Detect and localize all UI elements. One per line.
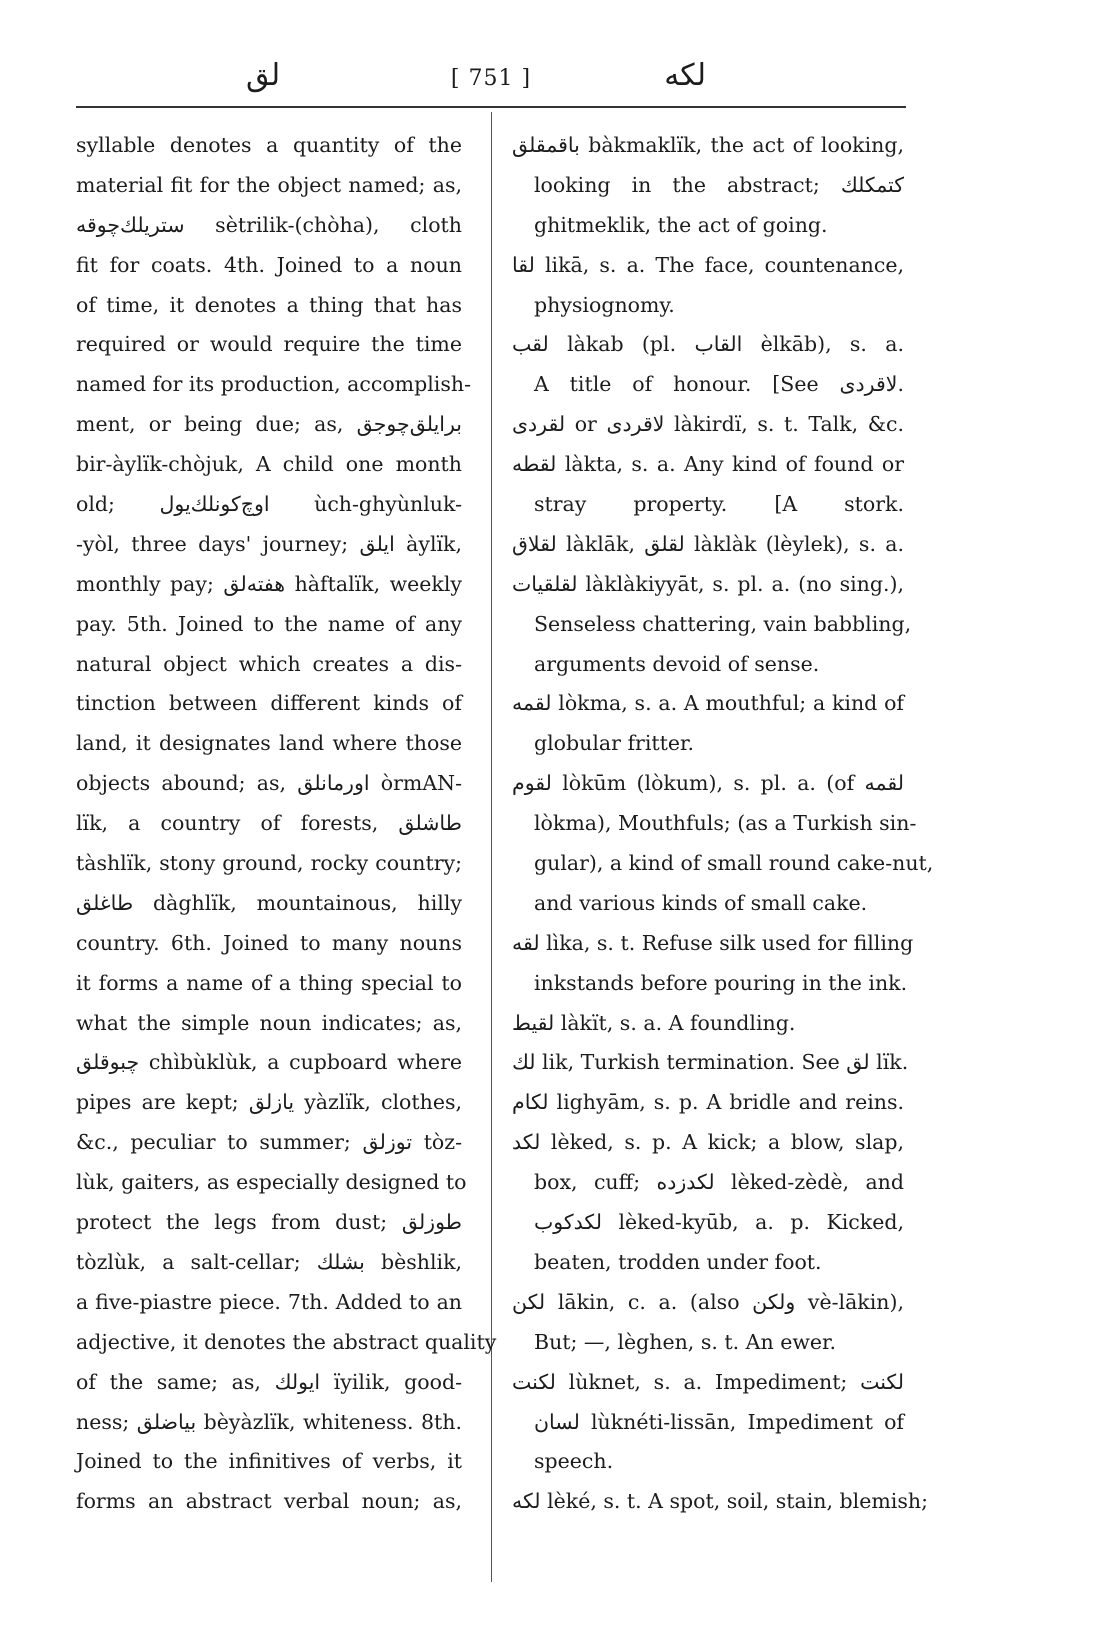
left-column-line: bir-àylïk-chòjuk, A child one month bbox=[76, 452, 462, 477]
left-column-line: lùk, gaiters, as especially designed to bbox=[76, 1170, 467, 1195]
right-column-line: inkstands before pouring in the ink. bbox=[534, 970, 908, 995]
right-column-line: لسان lùknéti-lissān, Impediment of bbox=[534, 1409, 904, 1434]
right-column-line: لقطه làkta, s. a. Any kind of found or bbox=[512, 452, 904, 477]
left-column-line: &c., peculiar to summer; توزلق tòz- bbox=[76, 1130, 462, 1155]
left-column-line: old; اوچ‌كونلك‌يول ùch-ghyùnluk- bbox=[76, 492, 462, 517]
left-column-line: tòzlùk, a salt-cellar; بشلك bèshlik, bbox=[76, 1249, 463, 1274]
right-column-line: باقمقلق bàkmaklïk, the act of looking, bbox=[512, 133, 904, 157]
right-column-line: لكن lākin, c. a. (also ولكن vè-lākin), bbox=[512, 1289, 904, 1314]
right-column-line: globular fritter. bbox=[534, 731, 695, 756]
right-column-line: A title of honour. [See لاقردى. bbox=[534, 372, 904, 397]
left-column-line: ستريلك‌چوقه sètrilik-(chòha), cloth bbox=[76, 212, 462, 237]
left-column bbox=[76, 126, 497, 1522]
left-column-line: required or would require the time bbox=[76, 332, 462, 357]
left-column-line: objects abound; as, اورمانلق òrmAN- bbox=[76, 771, 463, 796]
left-column-line: -yòl, three days' journey; ايلق àylïk, bbox=[76, 531, 462, 556]
left-column-line: it forms a name of a thing special to bbox=[76, 970, 462, 995]
left-column-line: syllable denotes a quantity of the bbox=[76, 133, 462, 157]
left-column-line: of time, it denotes a thing that has bbox=[76, 292, 462, 317]
right-column-line: and various kinds of small cake. bbox=[534, 890, 868, 915]
left-column-line: ness; بياضلق bèyàzlïk, whiteness. 8th. bbox=[76, 1409, 462, 1434]
column-divider bbox=[491, 112, 492, 1582]
left-column-line: ment, or being due; as, برايلق‌چوجق bbox=[76, 412, 462, 437]
header-rule bbox=[76, 106, 906, 108]
right-column-line: لكنت lùknet, s. a. Impediment; لكنت bbox=[512, 1369, 904, 1394]
left-column-line: adjective, it denotes the abstract quality bbox=[76, 1329, 497, 1354]
left-column-line: of the same; as, ايولك ïyilik, good- bbox=[76, 1369, 462, 1394]
header-left-arabic: لق bbox=[246, 58, 281, 93]
left-column-line: Joined to the infinitives of verbs, it bbox=[76, 1449, 462, 1474]
right-column-line: لقوم lòkūm (lòkum), s. pl. a. (of لقمه bbox=[512, 771, 904, 796]
left-column-line: lïk, a country of forests, طاشلق bbox=[76, 811, 462, 836]
right-column-line: box, cuff; لكدزده lèked-zèdè, and bbox=[534, 1170, 905, 1195]
left-column-line: land, it designates land where those bbox=[76, 731, 462, 756]
right-column-line: speech. bbox=[534, 1449, 614, 1474]
left-column-line: tàshlïk, stony ground, rocky country; bbox=[76, 851, 462, 876]
page-header bbox=[76, 58, 906, 102]
left-column-line: a five-piastre piece. 7th. Added to an bbox=[76, 1289, 462, 1314]
right-column-line: لكه lèké, s. t. A spot, soil, stain, blemish; bbox=[512, 1489, 928, 1514]
right-column-line: lòkma), Mouthfuls; (as a Turkish sin- bbox=[534, 811, 917, 836]
right-column-line: لقردى or لاقردى làkirdï, s. t. Talk, &c. bbox=[512, 412, 904, 437]
right-column bbox=[512, 126, 934, 1522]
right-column-line: لقب làkab (pl. القاب èlkāb), s. a. bbox=[512, 332, 904, 357]
right-column-line: لقا likā, s. a. The face, countenance, bbox=[512, 252, 904, 277]
right-column-line: لقلقيات làklàkiyyāt, s. pl. a. (no sing.), bbox=[512, 571, 904, 596]
right-column-line: beaten, trodden under foot. bbox=[534, 1249, 822, 1274]
right-column-line: physiognomy. bbox=[534, 292, 675, 317]
left-column-line: forms an abstract verbal noun; as, bbox=[76, 1489, 462, 1514]
left-column-line: material fit for the object named; as, bbox=[76, 172, 462, 197]
left-column-line: tinction between different kinds of bbox=[76, 691, 462, 716]
left-column-line: natural object which creates a dis- bbox=[76, 651, 462, 676]
right-column-line: ghitmeklik, the act of going. bbox=[534, 212, 828, 237]
right-column-line: لكد lèked, s. p. A kick; a blow, slap, bbox=[512, 1130, 904, 1155]
left-column-line: pipes are kept; يازلق yàzlïk, clothes, bbox=[76, 1090, 462, 1115]
left-column-line: fit for coats. 4th. Joined to a noun bbox=[76, 252, 462, 277]
header-right-arabic: لكه bbox=[664, 58, 706, 93]
right-column-line: لك lik, Turkish termination. See لق lïk. bbox=[512, 1050, 909, 1075]
left-column-line: what the simple noun indicates; as, bbox=[76, 1010, 462, 1035]
page-number: [ 751 ] bbox=[450, 66, 532, 91]
right-column-line: Senseless chattering, vain babbling, bbox=[534, 611, 912, 636]
right-column-line: لقه lìka, s. t. Refuse silk used for filling bbox=[512, 930, 914, 955]
left-column-line: country. 6th. Joined to many nouns bbox=[76, 930, 462, 955]
right-column-line: gular), a kind of small round cake-nut, bbox=[534, 851, 934, 876]
right-column-line: لقيط làkït, s. a. A foundling. bbox=[512, 1010, 796, 1035]
right-column-line: looking in the abstract; كتمكلك bbox=[534, 172, 904, 197]
right-column-line: لقلاق làklāk, لقلق làklàk (lèylek), s. a. bbox=[512, 531, 904, 556]
left-column-line: طاغلق dàghlïk, mountainous, hilly bbox=[76, 890, 462, 915]
right-column-line: arguments devoid of sense. bbox=[534, 651, 820, 676]
left-column-line: protect the legs from dust; طوزلق bbox=[76, 1210, 462, 1235]
left-column-line: pay. 5th. Joined to the name of any bbox=[76, 611, 462, 636]
right-column-line: لقمه lòkma, s. a. A mouthful; a kind of bbox=[512, 691, 904, 716]
right-column-line: stray property. [A stork. bbox=[534, 492, 904, 517]
right-column-line: لكدكوب lèked-kyūb, a. p. Kicked, bbox=[534, 1210, 904, 1235]
left-column-line: named for its production, accomplish- bbox=[76, 372, 472, 397]
right-column-line: لكام lighyām, s. p. A bridle and reins. bbox=[512, 1090, 904, 1115]
left-column-line: monthly pay; هفته‌لق hàftalïk, weekly bbox=[76, 571, 462, 596]
right-column-line: But; —, lèghen, s. t. An ewer. bbox=[534, 1329, 837, 1354]
left-column-line: چبوقلق chìbùklùk, a cupboard where bbox=[76, 1050, 462, 1075]
